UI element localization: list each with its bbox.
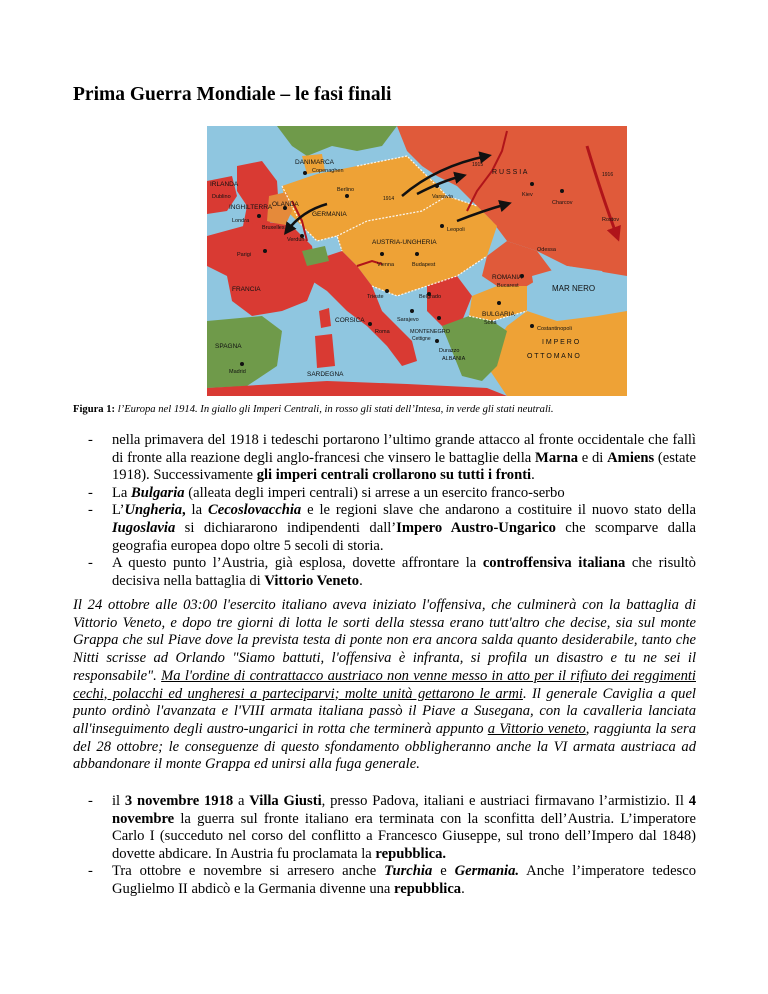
map-label-russia: R U S S I A bbox=[492, 169, 528, 176]
paragraph-text: . Il generale Caviglia a quel punto ordinò l'avanzata e l'VIII armata italiana passò il Piave a Susegana, con la cavalleria lanciata all'inseguimento degli austro-ungarici in rotta che terminerà appunto bbox=[73, 685, 696, 737]
item-text: (alleata degli imperi centrali) si arrese a un esercito franco-serbo bbox=[184, 484, 565, 501]
item-bold: , bbox=[182, 502, 186, 519]
item-bold: 4 novembre bbox=[112, 793, 696, 827]
map-label-bruxelles: Bruxelles bbox=[262, 225, 285, 231]
item-text: , presso Padova, italiani e austriaci firmavano l’armistizio. Il bbox=[321, 793, 689, 809]
item-text: che risultò decisiva nella battaglia di bbox=[112, 555, 696, 589]
map-label-mar-nero: MAR NERO bbox=[552, 284, 596, 293]
map-label-sofia: Sofia bbox=[484, 320, 497, 326]
events-list-2 bbox=[73, 793, 696, 899]
map-label-kiev: Kiev bbox=[522, 192, 533, 198]
map-label-parigi: Parigi bbox=[237, 252, 252, 258]
map-label-cettigne: Cettigne bbox=[412, 336, 431, 342]
list-item bbox=[73, 432, 696, 485]
caption-text: l’Europa nel 1914. In giallo gli Imperi Centrali, in rosso gli stati dell’Intesa, in verde gli stati neutrali. bbox=[115, 404, 554, 415]
item-bold-italic: Ungheria bbox=[124, 502, 183, 519]
paragraph-text: , raggiunta la sera del 28 ottobre; le conseguenze di questo sfondamento obbligheranno anche la VI armata austriaca ad abbandonare il monte Grappa ed unirsi alla fuga generale. bbox=[73, 720, 696, 773]
page-title: Prima Guerra Mondiale – le fasi finali bbox=[73, 84, 392, 105]
item-text: la guerra sul fronte italiano era terminata con la sconfitta dell’Austria. L’imperatore Carlo I (succeduto nel corso del conflitto a Francesco Giuseppe, sul trono dell’Impero dal 1848) dovette abdicare. In Austria fu proclamata la bbox=[112, 810, 696, 862]
map-label-odessa: Odessa bbox=[537, 247, 556, 253]
item-text: nella primavera del 1918 i tedeschi portarono l’ultimo grande attacco al fronte occidentale che fallì di fronte alla reazione degli anglo-francesi che vinsero le battaglie della bbox=[112, 432, 696, 466]
list-item bbox=[73, 793, 696, 863]
item-text: L’ bbox=[112, 502, 125, 519]
map-label-bulgaria: BULGARIA bbox=[482, 311, 515, 318]
item-text: Tra ottobre e novembre si arresero anche bbox=[112, 863, 385, 880]
item-bold-italic: Turchia bbox=[384, 863, 433, 880]
map-label-madrid: Madrid bbox=[229, 369, 246, 375]
item-text: . bbox=[531, 467, 535, 484]
item-text: si dichiararono indipendenti dall’ bbox=[175, 519, 397, 536]
item-bold-italic: Cecoslovacchia bbox=[207, 502, 302, 519]
map-label-1915: 1915 bbox=[472, 162, 484, 168]
map-label-olanda: OLANDA bbox=[272, 201, 299, 208]
map-label-copenaghen: Copenaghen bbox=[312, 168, 344, 174]
list-item bbox=[73, 863, 696, 898]
list-dash: - bbox=[88, 863, 93, 880]
map-label-leopoli: Leopoli bbox=[447, 227, 465, 233]
corsica-shape bbox=[319, 308, 331, 328]
item-text: che scomparve dalla geografia europea dopo oltre 5 secoli di storia. bbox=[112, 519, 697, 554]
map-label-1914: 1914 bbox=[383, 196, 395, 202]
list-item bbox=[73, 502, 696, 555]
map-label-trieste: Trieste bbox=[367, 294, 384, 300]
paragraph-underlined: a Vittorio veneto bbox=[487, 720, 586, 737]
item-bold: Villa Giusti bbox=[249, 793, 322, 809]
list-item bbox=[73, 485, 696, 503]
map-label-belgrado: Belgrado bbox=[419, 294, 442, 300]
map-label-costantinopoli: Costantinopoli bbox=[537, 326, 572, 332]
map-label-austria-ungheria: AUSTRIA-UNGHERIA bbox=[372, 239, 437, 246]
list-dash: - bbox=[88, 793, 93, 809]
list-item bbox=[73, 555, 696, 590]
map-label-roma: Roma bbox=[375, 329, 390, 335]
map-label-inghilterra: INGHILTERRA bbox=[229, 204, 273, 211]
events-list-1 bbox=[73, 432, 696, 590]
item-text: e di bbox=[578, 449, 608, 466]
item-bold-italic: Iugoslavia bbox=[112, 519, 176, 536]
map-label-bucarest: Bucarest bbox=[497, 283, 519, 289]
item-bold: Marna bbox=[535, 449, 579, 466]
map-label-ottomano: O T T O M A N O bbox=[527, 353, 580, 360]
caption-label: Figura 1: bbox=[73, 404, 116, 415]
map-label-germania: GERMANIA bbox=[312, 211, 347, 218]
map-label-montenegro: MONTENEGRO bbox=[410, 329, 451, 335]
item-text: la bbox=[185, 502, 208, 519]
item-bold-italic: Bulgaria bbox=[131, 484, 185, 501]
map-label-irlanda: IRLANDA bbox=[210, 181, 239, 188]
item-bold: Amiens bbox=[607, 449, 655, 466]
map-label-londra: Londra bbox=[232, 218, 250, 224]
map-label-impero: I M P E R O bbox=[542, 339, 580, 346]
item-text: Anche l’imperatore tedesco Guglielmo II abdicò e la Germania divenne una bbox=[112, 863, 696, 897]
map-label-romania: ROMANIA bbox=[492, 274, 523, 281]
list-dash: - bbox=[88, 432, 93, 448]
item-text: il bbox=[112, 793, 125, 809]
item-bold: Impero Austro-Ungarico bbox=[396, 519, 556, 536]
map-label-1916: 1916 bbox=[602, 172, 614, 178]
sardinia-shape bbox=[315, 334, 335, 368]
vittorio-veneto-paragraph bbox=[73, 597, 696, 774]
map-label-rostov: Rostov bbox=[602, 217, 620, 223]
list-dash: - bbox=[88, 502, 93, 519]
map-label-verdun: Verdun bbox=[287, 237, 305, 243]
item-bold-italic: Germania. bbox=[454, 863, 520, 880]
europe-1914-map bbox=[207, 126, 627, 396]
item-bold: Vittorio Veneto bbox=[264, 572, 360, 589]
item-bold: controffensiva italiana bbox=[482, 555, 626, 572]
item-bold: repubblica bbox=[394, 880, 462, 897]
item-bold: repubblica. bbox=[375, 845, 447, 862]
paragraph-underlined: Ma l'ordine di contrattacco austriaco non venne messo in atto per il rifiuto dei reggimenti cechi, polacchi ed ungheresi a parteciparvi; molte unità gettarono le armi bbox=[73, 667, 696, 702]
map-label-danimarca: DANIMARCA bbox=[295, 159, 335, 166]
map-label-sarajevo: Sarajevo bbox=[397, 317, 419, 323]
item-text: . bbox=[359, 572, 363, 589]
item-text: . bbox=[461, 880, 465, 897]
figure-caption bbox=[73, 404, 554, 415]
item-text: e bbox=[432, 863, 455, 880]
map-label-spagna: SPAGNA bbox=[215, 343, 242, 350]
map-label-sardegna: SARDEGNA bbox=[307, 371, 344, 378]
list-dash: - bbox=[88, 484, 93, 501]
paragraph-text: Il 24 ottobre alle 03:00 l'esercito italiano aveva iniziato l'offensiva, che culminerà con la battaglia di Vittorio Veneto, e dopo tre giorni di lotta le sorti della stessa erano tutt'altro che decise, sia sul monte Grappa che sul Piave dove la prevista testa di ponte non era ancora salda quanto desiderabile, tanto che Nitti scrisse ad Orlando "Siamo battuti, l'offensiva è infranta, si profila un disastro e tu ne sei il responsabile". bbox=[73, 597, 696, 684]
map-label-albania: ALBANIA bbox=[442, 356, 466, 362]
item-text: a bbox=[233, 793, 250, 809]
map-label-dublino: Dublino bbox=[212, 194, 231, 200]
map-label-berlino: Berlino bbox=[337, 187, 355, 193]
map-label-durazzo: Durazzo bbox=[439, 348, 460, 354]
item-bold: gli imperi centrali crollarono su tutti i fronti bbox=[256, 467, 532, 484]
item-text: A questo punto l’Austria, già esplosa, dovette affrontare la bbox=[112, 555, 483, 572]
map-label-charcov: Charcov bbox=[552, 200, 573, 206]
map-label-vienna: Vienna bbox=[377, 262, 395, 268]
map-label-varsavia: Varsavia bbox=[432, 194, 453, 200]
item-bold: 3 novembre 1918 bbox=[124, 793, 234, 809]
map-label-corsica: CORSICA bbox=[335, 317, 365, 324]
item-text: e le regioni slave che andarono a costituire il nuovo stato della bbox=[301, 502, 696, 519]
list-dash: - bbox=[88, 555, 93, 572]
item-text: La bbox=[112, 484, 132, 501]
item-text: (estate 1918). Successivamente bbox=[112, 449, 696, 484]
map-label-francia: FRANCIA bbox=[232, 286, 261, 293]
map-label-budapest: Budapest bbox=[412, 262, 436, 268]
